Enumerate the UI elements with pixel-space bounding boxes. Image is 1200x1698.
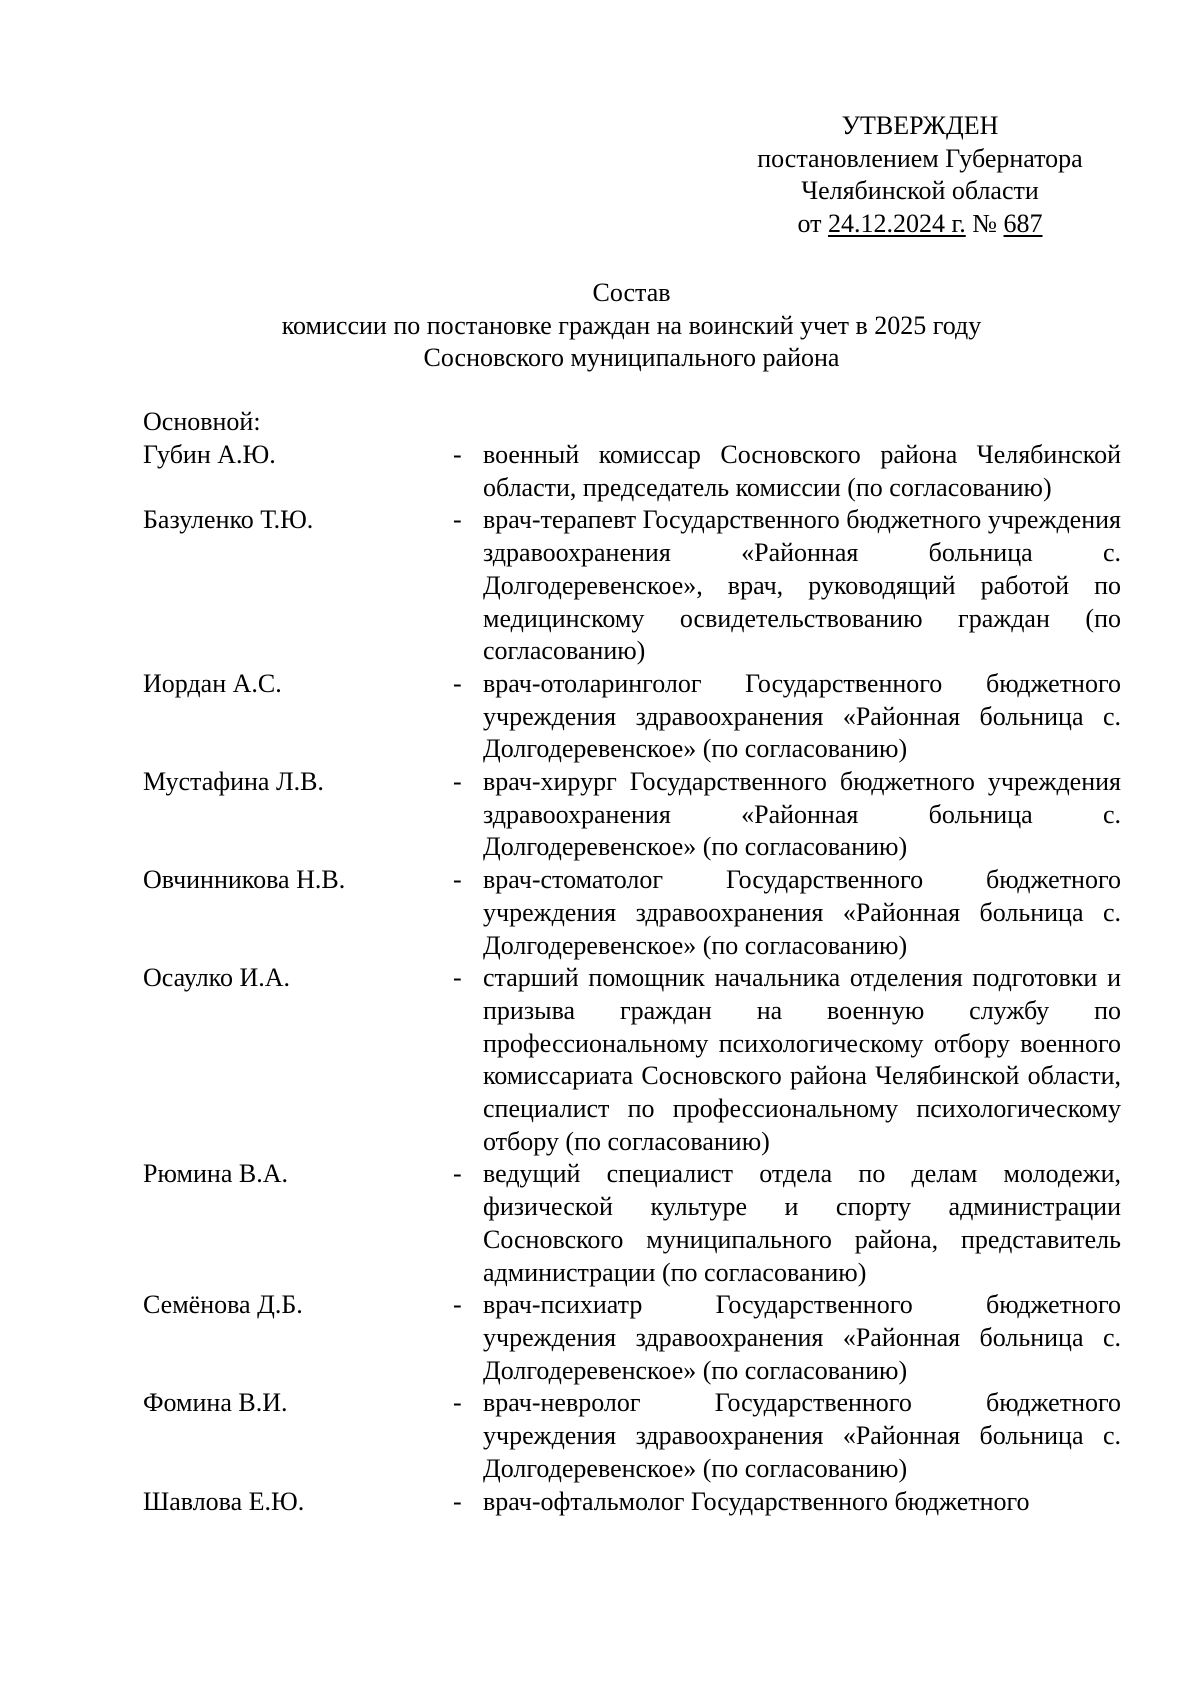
approval-number: 687 xyxy=(1003,209,1043,239)
member-position: старший помощник начальника отделения подготовки и призыва граждан на военную службу по профессиональному психологическому отбору военного комиссариата Сосновского района Челябинской области, специалист по профессиональному психологическому отбору (по согласованию) xyxy=(483,963,1121,1156)
approval-block xyxy=(720,110,1120,241)
member-row xyxy=(143,962,1124,1158)
member-name: Рюмина В.А. xyxy=(143,1159,288,1189)
member-row xyxy=(143,766,1124,864)
approval-date: 24.12.2024 г. xyxy=(827,209,966,239)
member-position: врач-психиатр Государственного бюджетного учреждения здравоохранения «Районная больница с. Долгодеревенское» (по согласованию) xyxy=(483,1290,1121,1385)
member-name: Шавлова Е.Ю. xyxy=(143,1486,305,1516)
member-position: врач-офтальмолог Государственного бюджетного xyxy=(483,1486,1030,1516)
member-position: врач-терапевт Государственного бюджетного учреждения здравоохранения «Районная больница с. Долгодеревенское», врач, руководящий работой по медицинскому освидетельствованию граждан (по согласованию) xyxy=(483,505,1121,666)
member-row xyxy=(143,1289,1124,1387)
member-position: врач-стоматолог Государственного бюджетного учреждения здравоохранения «Районная больница с. Долгодеревенское» (по согласованию) xyxy=(483,865,1121,960)
approval-region: Челябинской области xyxy=(801,176,1039,206)
member-name: Мустафина Л.В. xyxy=(143,767,324,797)
member-dash: - xyxy=(453,1290,462,1320)
approval-resolution: постановлением Губернатора xyxy=(757,143,1083,173)
member-position: врач-отоларинголог Государственного бюджетного учреждения здравоохранения «Районная больница с. Долгодеревенское» (по согласованию) xyxy=(483,668,1121,764)
title-line-1: Состав xyxy=(592,278,671,307)
member-dash: - xyxy=(453,1388,462,1418)
member-name: Базуленко Т.Ю. xyxy=(143,505,314,535)
member-dash: - xyxy=(453,865,462,895)
approval-number-sign: № xyxy=(972,209,998,239)
member-dash: - xyxy=(453,505,462,535)
member-row xyxy=(143,1158,1124,1289)
section-label: Основной: xyxy=(143,407,261,436)
member-dash: - xyxy=(453,440,462,469)
approval-heading: УТВЕРЖДЕН xyxy=(841,111,999,140)
member-row xyxy=(143,504,1124,668)
document-title xyxy=(0,277,1200,375)
member-dash: - xyxy=(453,1486,462,1516)
approval-date-prefix: от xyxy=(797,209,822,239)
member-dash: - xyxy=(453,1159,462,1189)
approval-date-line xyxy=(720,208,1120,241)
member-position: врач-хирург Государственного бюджетного учреждения здравоохранения «Районная больница с. Долгодеревенское» (по согласованию) xyxy=(483,767,1121,862)
member-dash: - xyxy=(453,767,462,797)
member-name: Иордан А.С. xyxy=(143,668,282,698)
member-name: Семёнова Д.Б. xyxy=(143,1290,303,1320)
member-list xyxy=(143,439,1124,1518)
member-name: Осаулко И.А. xyxy=(143,963,291,993)
member-row xyxy=(143,668,1124,766)
member-row xyxy=(143,864,1124,962)
member-position: военный комиссар Сосновского района Челябинской области, председатель комиссии (по согласованию) xyxy=(483,440,1121,502)
member-position: врач-невролог Государственного бюджетного учреждения здравоохранения «Районная больница с. Долгодеревенское» (по согласованию) xyxy=(483,1388,1121,1483)
title-line-2: комиссии по постановке граждан на воинский учет в 2025 году xyxy=(281,310,982,340)
member-row xyxy=(143,439,1124,504)
title-line-3: Сосновского муниципального района xyxy=(423,343,840,373)
member-name: Фомина В.И. xyxy=(143,1388,288,1418)
member-name: Овчинникова Н.В. xyxy=(143,865,346,895)
member-row xyxy=(143,1387,1124,1485)
member-position: ведущий специалист отдела по делам молодежи, физической культуре и спорту администрации Сосновского муниципального района, представитель администрации (по согласованию) xyxy=(483,1159,1121,1287)
member-name: Губин А.Ю. xyxy=(143,440,276,469)
member-dash: - xyxy=(453,668,462,698)
member-dash: - xyxy=(453,963,462,993)
member-row xyxy=(143,1486,1124,1519)
